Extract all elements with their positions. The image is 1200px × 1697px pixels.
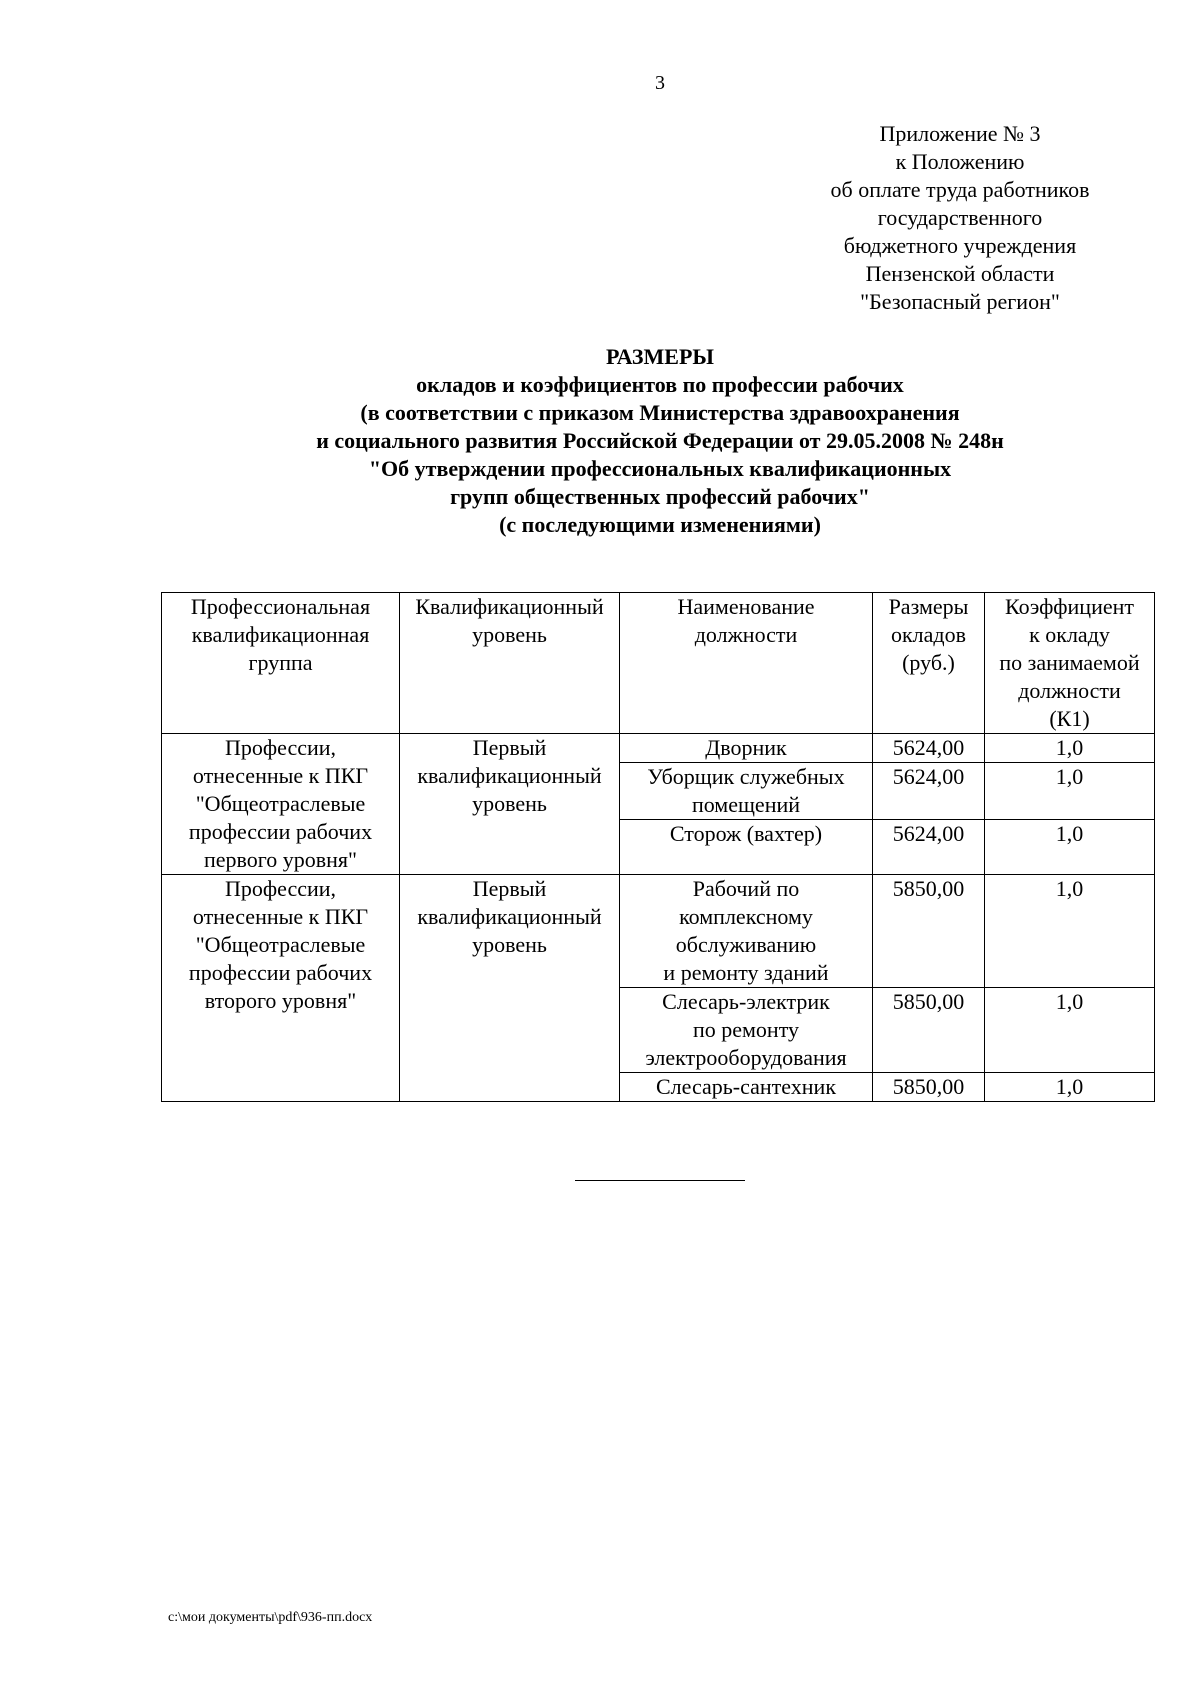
footer-file-path: c:\мои документы\pdf\936-пп.docx — [168, 1610, 373, 1625]
cell-level: Первый квалификационный уровень — [400, 734, 620, 875]
table-header-row — [162, 593, 1155, 734]
appendix-line: к Положению — [895, 149, 1025, 174]
cell-group: Профессии, отнесенные к ПКГ "Общеотраслевые профессии рабочих второго уровня" — [162, 875, 400, 1102]
cell-salary: 5850,00 — [873, 875, 985, 988]
cell-salary: 5850,00 — [873, 1073, 985, 1102]
cell-group: Профессии, отнесенные к ПКГ "Общеотраслевые профессии рабочих первого уровня" — [162, 734, 400, 875]
cell-coefficient: 1,0 — [985, 875, 1155, 988]
appendix-line: "Безопасный регион" — [860, 289, 1060, 314]
cell-salary: 5850,00 — [873, 988, 985, 1073]
cell-coefficient: 1,0 — [985, 820, 1155, 875]
title-line: "Об утверждении профессиональных квалификационных — [368, 456, 952, 481]
cell-position: Слесарь-электрик по ремонту электрооборудования — [620, 988, 873, 1073]
header-position: Наименование должности — [620, 593, 873, 734]
cell-coefficient: 1,0 — [985, 1073, 1155, 1102]
title-line: групп общественных профессий рабочих" — [450, 484, 870, 509]
appendix-line: об оплате труда работников — [830, 177, 1090, 202]
cell-coefficient: 1,0 — [985, 988, 1155, 1073]
title-line: (в соответствии с приказом Министерства здравоохранения — [360, 400, 960, 425]
header-group: Профессиональная квалификационная группа — [162, 593, 400, 734]
cell-salary: 5624,00 — [873, 734, 985, 763]
cell-position: Слесарь-сантехник — [620, 1073, 873, 1102]
appendix-line: государственного — [877, 205, 1043, 230]
cell-salary: 5624,00 — [873, 763, 985, 820]
end-separator-line — [575, 1180, 745, 1181]
cell-level: Первый квалификационный уровень — [400, 875, 620, 1102]
appendix-note — [780, 120, 1140, 316]
document-title — [170, 343, 1150, 539]
page-number: 3 — [655, 72, 665, 94]
header-coefficient: Коэффициент к окладу по занимаемой должности (К1) — [985, 593, 1155, 734]
title-line: РАЗМЕРЫ — [605, 344, 715, 369]
cell-coefficient: 1,0 — [985, 734, 1155, 763]
table-row — [162, 734, 1155, 763]
title-line: и социального развития Российской Федерации от 29.05.2008 № 248н — [316, 428, 1004, 453]
appendix-line: Приложение № 3 — [879, 121, 1041, 146]
title-line: окладов и коэффициентов по профессии рабочих — [416, 372, 904, 397]
cell-position: Дворник — [620, 734, 873, 763]
title-line: (с последующими изменениями) — [499, 512, 821, 537]
header-salary: Размеры окладов (руб.) — [873, 593, 985, 734]
cell-salary: 5624,00 — [873, 820, 985, 875]
cell-position: Уборщик служебных помещений — [620, 763, 873, 820]
cell-coefficient: 1,0 — [985, 763, 1155, 820]
table-row — [162, 875, 1155, 988]
cell-position: Сторож (вахтер) — [620, 820, 873, 875]
cell-position: Рабочий по комплексному обслуживанию и ремонту зданий — [620, 875, 873, 988]
appendix-line: Пензенской области — [865, 261, 1055, 286]
salary-table — [161, 592, 1155, 1102]
appendix-line: бюджетного учреждения — [843, 233, 1077, 258]
header-level: Квалификационный уровень — [400, 593, 620, 734]
